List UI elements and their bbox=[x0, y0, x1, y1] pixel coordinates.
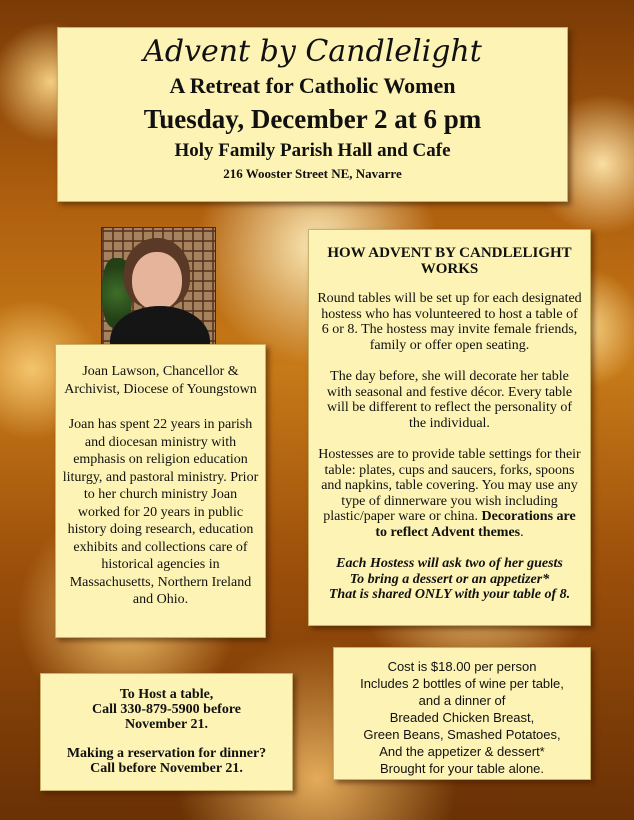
how-paragraph-2: The day before, she will decorate her table with seasonal and festive décor. Every table will be different to reflect the personality of the individual. bbox=[326, 369, 573, 431]
cost-line: Brought for your table alone. bbox=[379, 761, 545, 776]
host-instructions: To Host a table, Call 330-879-5900 before November 21. bbox=[91, 687, 242, 732]
event-date: Tuesday, December 2 at 6 pm bbox=[143, 104, 482, 134]
how-paragraph-1: Round tables will be set up for each designated hostess who has volunteered to host a table of 6 or 8. The hostess may invite female friends, family or offer open seating. bbox=[317, 291, 582, 353]
header-box bbox=[57, 27, 568, 202]
event-subtitle: A Retreat for Catholic Women bbox=[169, 73, 456, 98]
how-it-works-box bbox=[308, 229, 591, 626]
event-venue: Holy Family Parish Hall and Cafe bbox=[174, 140, 451, 161]
cost-line: Green Beans, Smashed Potatoes, bbox=[363, 727, 561, 742]
speaker-photo bbox=[101, 227, 216, 363]
how-paragraph-3: Hostesses are to provide table settings for their table: plates, cups and saucers, forks, spoons and napkins, table covering. You may use any type of dinnerware you wish including plastic/paper ware or china. Decorations are to reflect Advent themes. bbox=[318, 447, 581, 540]
cost-line: Includes 2 bottles of wine per table, bbox=[360, 676, 564, 691]
cost-info-box bbox=[333, 647, 591, 780]
cost-line: Cost is $18.00 per person bbox=[387, 659, 537, 674]
cost-line: and a dinner of bbox=[418, 693, 506, 708]
reservation-instructions: Making a reservation for dinner? Call before November 21. bbox=[66, 746, 267, 776]
event-address: 216 Wooster Street NE, Navarre bbox=[223, 166, 402, 181]
event-title: Advent by Candlelight bbox=[143, 34, 482, 69]
speaker-name: Joan Lawson, Chancellor & Archivist, Diocese of Youngstown bbox=[64, 364, 257, 397]
how-heading: HOW ADVENT BY CANDLELIGHT WORKS bbox=[327, 245, 572, 277]
decorations-note: Decorations are to reflect Advent themes bbox=[375, 509, 576, 540]
speaker-bio-box bbox=[55, 344, 266, 638]
host-info-box bbox=[40, 673, 293, 791]
cost-line: And the appetizer & dessert* bbox=[379, 744, 545, 759]
speaker-bio-text: Joan has spent 22 years in parish and diocesan ministry with emphasis on religion education liturgy, and pastoral ministry. Prior to her church ministry Joan worked for 20 years in public history doing research, education exhibits and collections care of historical agencies in Massachusetts, Northern Ireland and Ohio. bbox=[62, 417, 259, 607]
how-paragraph-4: Each Hostess will ask two of her guests To bring a dessert or an appetizer* That is shared ONLY with your table of 8. bbox=[328, 556, 571, 602]
cost-line: Breaded Chicken Breast, bbox=[389, 710, 535, 725]
